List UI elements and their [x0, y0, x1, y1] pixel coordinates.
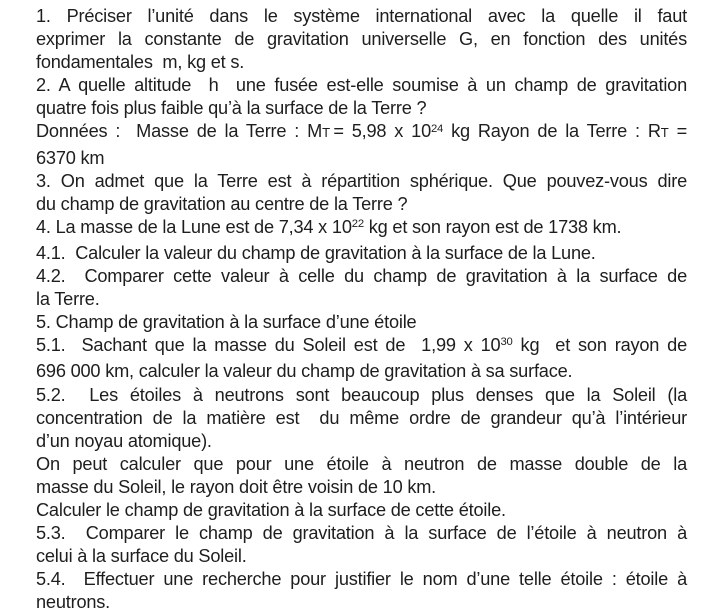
text-segment: exprimer la constante de gravitation universelle G, en fonction des unités: [36, 29, 687, 50]
text-line: [36, 288, 687, 311]
text-segment: kg et son rayon est de 1738 km.: [363, 216, 622, 237]
text-line: [36, 334, 687, 360]
text-segment: kg Rayon de la Terre : R: [443, 121, 661, 142]
text-segment: 5. Champ de gravitation à la surface d’une étoile: [36, 312, 417, 333]
text-line: [36, 568, 687, 591]
superscript-exponent: 30: [500, 336, 513, 349]
text-line: [36, 311, 687, 334]
text-segment: Calculer le champ de gravitation à la surface de cette étoile.: [36, 499, 506, 520]
text-segment: masse du Soleil, le rayon doit être voisin de 10 km.: [36, 476, 437, 497]
superscript-exponent: 22: [351, 217, 364, 230]
subscript-symbol: T: [322, 125, 330, 141]
text-segment: quatre fois plus faible qu’à la surface de la Terre ?: [36, 98, 427, 119]
text-line: [36, 453, 687, 476]
text-line: [36, 147, 687, 170]
text-segment: = 5,98 x 10: [329, 121, 431, 142]
text-segment: neutrons.: [36, 592, 111, 613]
text-segment: 696 000 km, calculer la valeur du champ de gravitation à sa surface.: [36, 361, 573, 382]
text-segment: concentration de la matière est du même ordre de grandeur qu’à l’intérieur: [36, 407, 687, 428]
text-line: [36, 265, 687, 288]
text-line: [36, 242, 687, 265]
text-segment: 3. On admet que la Terre est à répartition sphérique. Que pouvez-vous dire: [36, 170, 687, 191]
text-segment: 4.2. Comparer cette valeur à celle du champ de gravitation à la surface de: [36, 266, 687, 287]
text-segment: Données : Masse de la Terre : M: [36, 121, 323, 142]
text-segment: fondamentales m, kg et s.: [36, 52, 245, 73]
text-segment: 2. A quelle altitude h une fusée est-elle soumise à un champ de gravitation: [36, 75, 687, 96]
text-segment: 6370 km: [36, 147, 105, 168]
text-line: [36, 51, 687, 74]
text-line: [36, 193, 687, 216]
text-line: [36, 407, 687, 430]
text-line: [36, 360, 687, 383]
text-segment: 5.4. Effectuer une recherche pour justifier le nom d’une telle étoile : étoile à: [36, 569, 687, 590]
text-segment: la Terre.: [36, 289, 100, 310]
text-segment: 5.1. Sachant que la masse du Soleil est de 1,99 x 10: [36, 335, 501, 356]
text-line: [36, 545, 687, 568]
text-line: [36, 28, 687, 51]
text-line: [36, 216, 687, 242]
text-segment: On peut calculer que pour une étoile à neutron de masse double de la: [36, 453, 687, 474]
text-line: [36, 384, 687, 407]
text-line: [36, 522, 687, 545]
text-line: [36, 499, 687, 522]
text-segment: 1. Préciser l’unité dans le système international avec la quelle il faut: [36, 6, 687, 26]
text-segment: d’un noyau atomique).: [36, 430, 212, 451]
text-segment: du champ de gravitation au centre de la Terre ?: [36, 193, 408, 214]
text-segment: 4.1. Calculer la valeur du champ de gravitation à la surface de la Lune.: [36, 242, 596, 263]
text-segment: 5.2. Les étoiles à neutrons sont beaucoup plus denses que la Soleil (la: [36, 384, 687, 405]
text-line: [36, 74, 687, 97]
text-line: [36, 120, 687, 146]
text-segment: 4. La masse de la Lune est de 7,34 x 10: [36, 216, 352, 237]
text-line: [36, 430, 687, 453]
text-segment: 5.3. Comparer le champ de gravitation à la surface de l’étoile à neutron à: [36, 523, 687, 544]
text-segment: celui à la surface du Soleil.: [36, 546, 247, 567]
text-line: [36, 97, 687, 120]
subscript-symbol: T: [660, 125, 669, 141]
text-line: [36, 170, 687, 193]
text-segment: =: [668, 121, 687, 142]
text-line: [36, 5, 687, 28]
text-segment: kg et son rayon de: [512, 335, 687, 356]
text-line: [36, 476, 687, 499]
superscript-exponent: 24: [430, 122, 444, 135]
text-line: [36, 591, 687, 614]
